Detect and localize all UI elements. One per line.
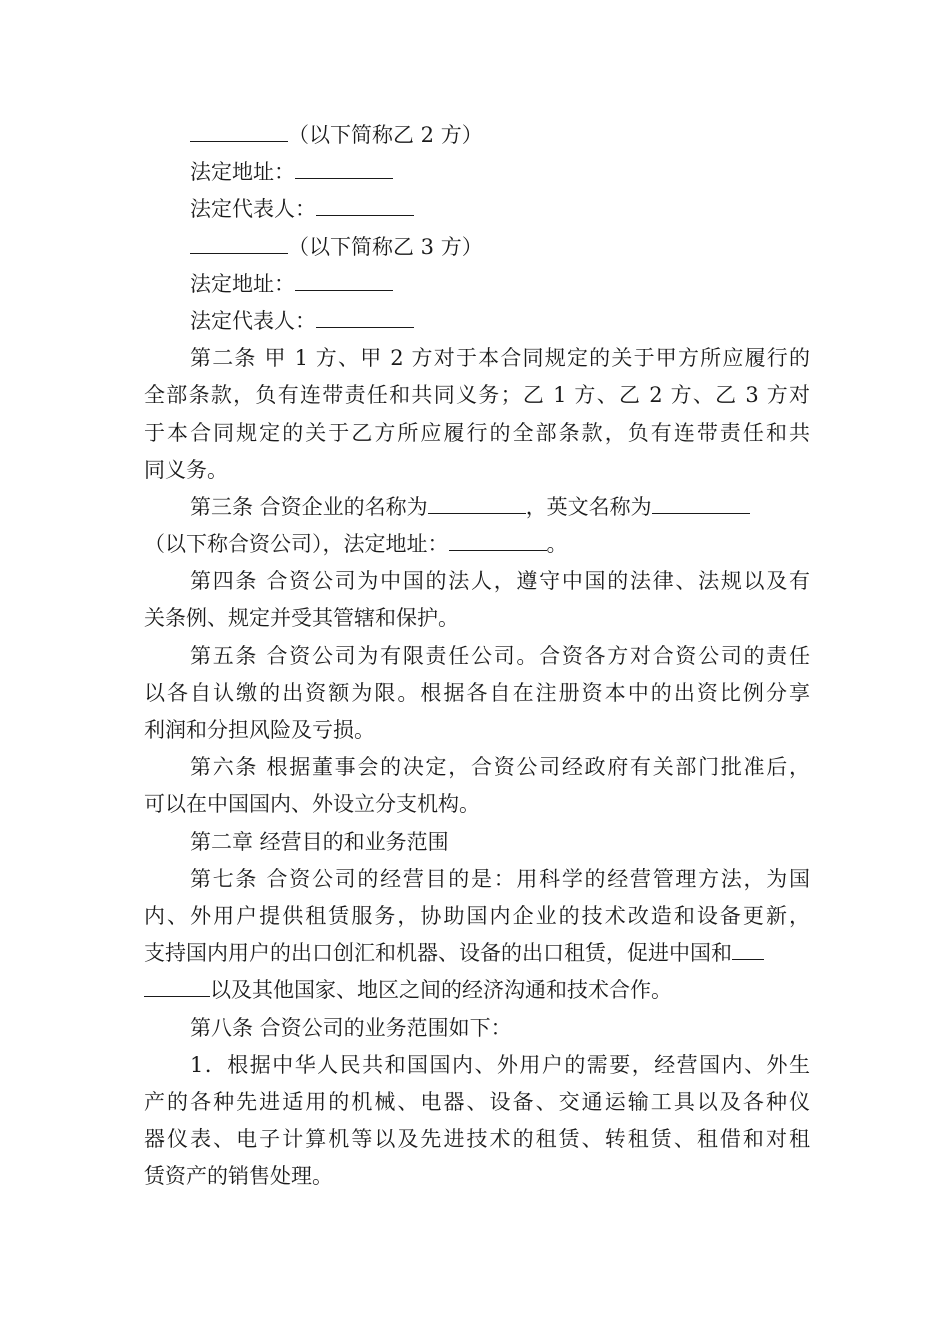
- article-2-line: 同义务。: [144, 457, 228, 482]
- blank-field: [428, 493, 526, 514]
- article-3-line: [144, 526, 810, 563]
- article-2-line: 于本合同规定的关于乙方所应履行的全部条款，负有连带责任和共: [144, 420, 810, 445]
- article-5-line: 第五条 合资公司为有限责任公司。合资各方对合资公司的责任: [190, 643, 810, 668]
- article-8-item-1-line: 赁资产的销售处理。: [144, 1164, 333, 1189]
- blank-field: [316, 195, 414, 216]
- chapter-2-heading: 第二章 经营目的和业务范围: [190, 829, 449, 854]
- legal-rep-label: 法定代表人：: [190, 308, 316, 333]
- article-3-text: 。: [546, 532, 568, 557]
- blank-field: [295, 158, 393, 179]
- legal-rep-line: [144, 191, 810, 228]
- blank-field: [144, 976, 210, 997]
- legal-address-label: 法定地址：: [190, 160, 295, 185]
- article-8-item-1-line: 产的各种先进适用的机械、电器、设备、交通运输工具以及各种仪: [144, 1089, 810, 1114]
- article-3-text: ，英文名称为: [525, 494, 652, 519]
- party-b2-label: （以下简称乙 2 方）: [288, 123, 483, 147]
- article-4-line: 关条例、规定并受其管辖和保护。: [144, 606, 459, 631]
- article-2-line: 全部条款，负有连带责任和共同义务；乙 1 方、乙 2 方、乙 3 方对: [144, 383, 810, 408]
- legal-rep-label: 法定代表人：: [190, 197, 316, 222]
- article-6-line: 可以在中国国内、外设立分支机构。: [144, 792, 480, 817]
- legal-address-label: 法定地址：: [190, 271, 295, 296]
- party-b2-line: [144, 117, 810, 154]
- article-7-line: 内、外用户提供租赁服务，协助国内企业的技术改造和设备更新，: [144, 903, 810, 928]
- blank-field: [295, 270, 393, 291]
- article-5-line: 以各自认缴的出资额为限。根据各自在注册资本中的出资比例分享: [144, 680, 810, 705]
- article-6-line: 第六条 根据董事会的决定，合资公司经政府有关部门批准后，: [190, 755, 810, 780]
- blank-field: [732, 939, 764, 960]
- article-7-text: 支持国内用户的出口创汇和机器、设备的出口租赁，促进中国和: [144, 941, 732, 966]
- article-3-text: 第三条 合资企业的名称为: [190, 494, 428, 519]
- blank-field: [190, 233, 288, 254]
- article-2-line: 第二条 甲 1 方、甲 2 方对于本合同规定的关于甲方所应履行的: [190, 346, 810, 371]
- blank-field: [190, 121, 288, 142]
- article-4-line: 第四条 合资公司为中国的法人，遵守中国的法律、法规以及有: [190, 569, 810, 594]
- article-8-item-1-line: 1．根据中华人民共和国国内、外用户的需要，经营国内、外生: [190, 1052, 810, 1077]
- blank-field: [316, 307, 414, 328]
- article-3-text: （以下称合资公司），法定地址：: [144, 532, 449, 557]
- article-7-text: 以及其他国家、地区之间的经济沟通和技术合作。: [210, 978, 672, 1003]
- article-8-line: 第八条 合资公司的业务范围如下：: [190, 1015, 512, 1040]
- article-7-line: [144, 935, 810, 972]
- party-b3-line: [144, 229, 810, 266]
- blank-field: [449, 530, 547, 551]
- article-7-line: 第七条 合资公司的经营目的是：用科学的经营管理方法，为国: [190, 866, 810, 891]
- blank-field: [652, 493, 750, 514]
- article-5-line: 利润和分担风险及亏损。: [144, 718, 375, 742]
- article-3-line: [144, 489, 810, 526]
- legal-rep-line: [144, 303, 810, 340]
- legal-address-line: [144, 266, 810, 303]
- party-b3-label: （以下简称乙 3 方）: [288, 234, 483, 259]
- legal-address-line: [144, 154, 810, 191]
- article-7-line: [144, 972, 810, 1009]
- article-8-item-1-line: 器仪表、电子计算机等以及先进技术的租赁、转租赁、租借和对租: [144, 1127, 810, 1152]
- document-body: [144, 117, 810, 1195]
